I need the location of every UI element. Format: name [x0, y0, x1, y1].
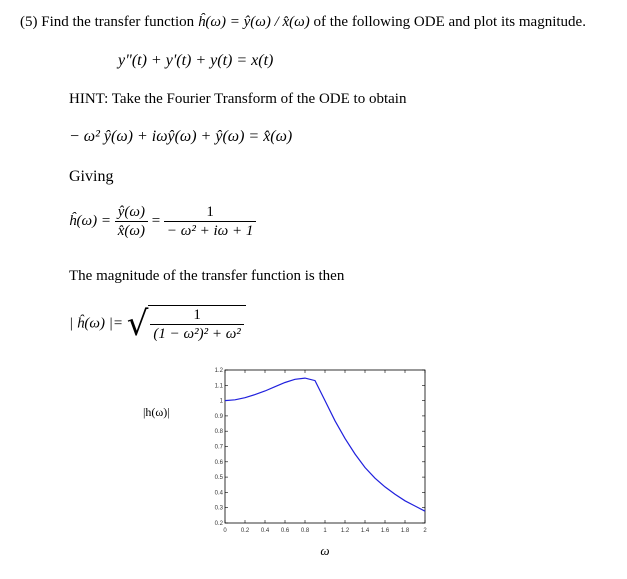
- transfer-equation: [69, 203, 256, 240]
- sqrt-symbol: [127, 305, 246, 343]
- radical-icon: √: [126, 304, 149, 344]
- x-tick-label-6: 1.2: [340, 528, 350, 534]
- x-tick-label-4: 0.8: [300, 528, 310, 534]
- hint-text: HINT: Take the Fourier Transform of the ODE to obtain: [69, 91, 407, 107]
- problem-text-a: Find the transfer function: [41, 14, 195, 30]
- ode-text: y"(t) + y'(t) + y(t) = x(t): [118, 52, 274, 69]
- fourier-equation: [69, 128, 292, 146]
- x-tick-label-5: 1: [323, 528, 327, 534]
- problem-statement: [20, 14, 586, 31]
- x-tick-label-0: 0: [223, 528, 227, 534]
- x-tick-label-2: 0.4: [260, 528, 270, 534]
- transfer-num-2: 1: [206, 204, 214, 220]
- y-axis-label: |h(ω)|: [143, 405, 170, 419]
- transfer-equals: =: [151, 213, 161, 229]
- x-tick-label-10: 2: [423, 528, 427, 534]
- y-tick-label-6: 0.8: [214, 429, 223, 436]
- magnitude-den: (1 − ω²)² + ω²: [150, 324, 243, 343]
- y-tick-label-5: 0.7: [214, 444, 223, 451]
- transfer-lhs: ĥ(ω) =: [69, 213, 111, 229]
- y-tick-label-9: 1.1: [214, 383, 223, 390]
- y-tick-label-4: 0.6: [214, 459, 223, 466]
- x-tick-label-7: 1.4: [360, 528, 370, 534]
- magnitude-plot: [143, 366, 430, 561]
- problem-text-b: of the following ODE and plot its magnitude.: [313, 14, 586, 30]
- x-tick-label-9: 1.8: [400, 528, 410, 534]
- transfer-den-2: − ω² + iω + 1: [164, 221, 256, 240]
- magnitude-num: 1: [193, 307, 201, 323]
- transfer-fraction-1: [115, 203, 148, 240]
- x-axis-label: ω: [320, 543, 330, 558]
- x-tick-label-1: 0.2: [240, 528, 250, 534]
- magnitude-text: The magnitude of the transfer function is then: [69, 268, 345, 284]
- transfer-definition: ĥ(ω) = ŷ(ω) / x̂(ω): [197, 14, 310, 30]
- ode-equation: [118, 52, 273, 70]
- y-tick-label-0: 0.2: [214, 521, 223, 527]
- magnitude-fraction: [150, 306, 243, 343]
- x-tick-label-3: 0.6: [280, 528, 290, 534]
- transfer-fraction-2: [164, 203, 256, 240]
- magnitude-equation: [69, 305, 246, 343]
- y-tick-label-8: 1: [219, 398, 223, 405]
- y-tick-label-1: 0.3: [214, 505, 223, 512]
- magnitude-curve: [225, 378, 425, 511]
- y-tick-label-10: 1.2: [214, 368, 223, 374]
- x-tick-label-8: 1.6: [380, 528, 390, 534]
- transfer-den-1: x̂(ω): [115, 221, 148, 240]
- problem-number: (5): [20, 14, 38, 30]
- plot-frame: [225, 370, 425, 523]
- y-tick-label-3: 0.5: [214, 475, 223, 482]
- transfer-num-1: ŷ(ω): [117, 204, 145, 220]
- y-tick-label-7: 0.9: [214, 413, 223, 420]
- y-tick-label-2: 0.4: [214, 490, 223, 497]
- magnitude-lhs: | ĥ(ω) |=: [69, 315, 123, 332]
- fourier-equation-text: − ω² ŷ(ω) + iωŷ(ω) + ŷ(ω) = x̂(ω): [69, 128, 293, 145]
- giving-text: Giving: [69, 168, 114, 185]
